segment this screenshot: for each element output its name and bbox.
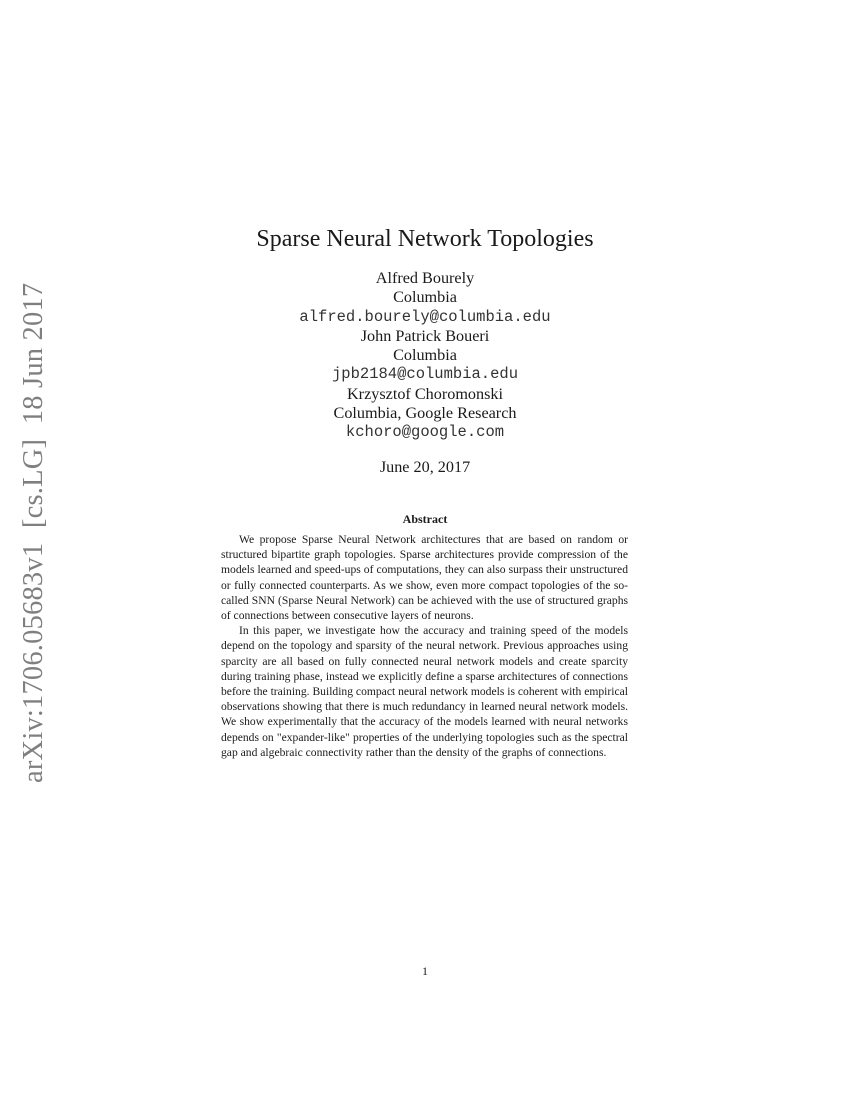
abstract-paragraph: In this paper, we investigate how the accuracy and training speed of the models depend on the topology and sparsity of the neural network. Previous approaches using sparcity are all based on fully connected neural network models and create sparcity during training phase, instead we explicitly define a sparse architectures of connections before the training. Building compact neural network models is coherent with empirical observations showing that there is much redundancy in learned neural network models. We show experimentally that the accuracy of the models learned with neural networks depends on "expander-like" properties of the underlying topologies such as the spectral gap and algebraic connectivity rather than the density of the graphs of connections. [221, 624, 628, 759]
abstract-heading: Abstract [402, 512, 448, 526]
paper-date: June 20, 2017 [379, 458, 471, 476]
author-block [0, 269, 850, 443]
author-email: jpb2184@columbia.edu [331, 365, 519, 384]
page-number: 1 [422, 964, 428, 978]
author-affiliation: Columbia [393, 346, 457, 365]
author-affiliation: Columbia [393, 288, 457, 307]
author-affiliation: Columbia, Google Research [333, 404, 517, 423]
abstract-paragraph: We propose Sparse Neural Network architectures that are based on random or structured bipartite graph topologies. Sparse architectures provide compression of the models learned and speed-ups of computations, they can also surpass their unstructured or fully connected counterparts. As we show, even more compact topologies of the so-called SNN (Sparse Neural Network) can be achieved with the use of structured graphs of connections between consecutive layers of neurons. [221, 533, 628, 623]
author-email: alfred.bourely@columbia.edu [299, 307, 551, 326]
author-email: kchoro@google.com [345, 423, 505, 442]
paper-title: Sparse Neural Network Topologies [256, 226, 594, 252]
author-name: Alfred Bourely [375, 269, 475, 287]
arxiv-identifier-stamp: arXiv:1706.05683v1 [cs.LG] 18 Jun 2017 [18, 282, 49, 783]
author-name: John Patrick Boueri [360, 326, 490, 345]
author-name: Krzysztof Choromonski [346, 384, 503, 403]
abstract-body [221, 532, 628, 760]
